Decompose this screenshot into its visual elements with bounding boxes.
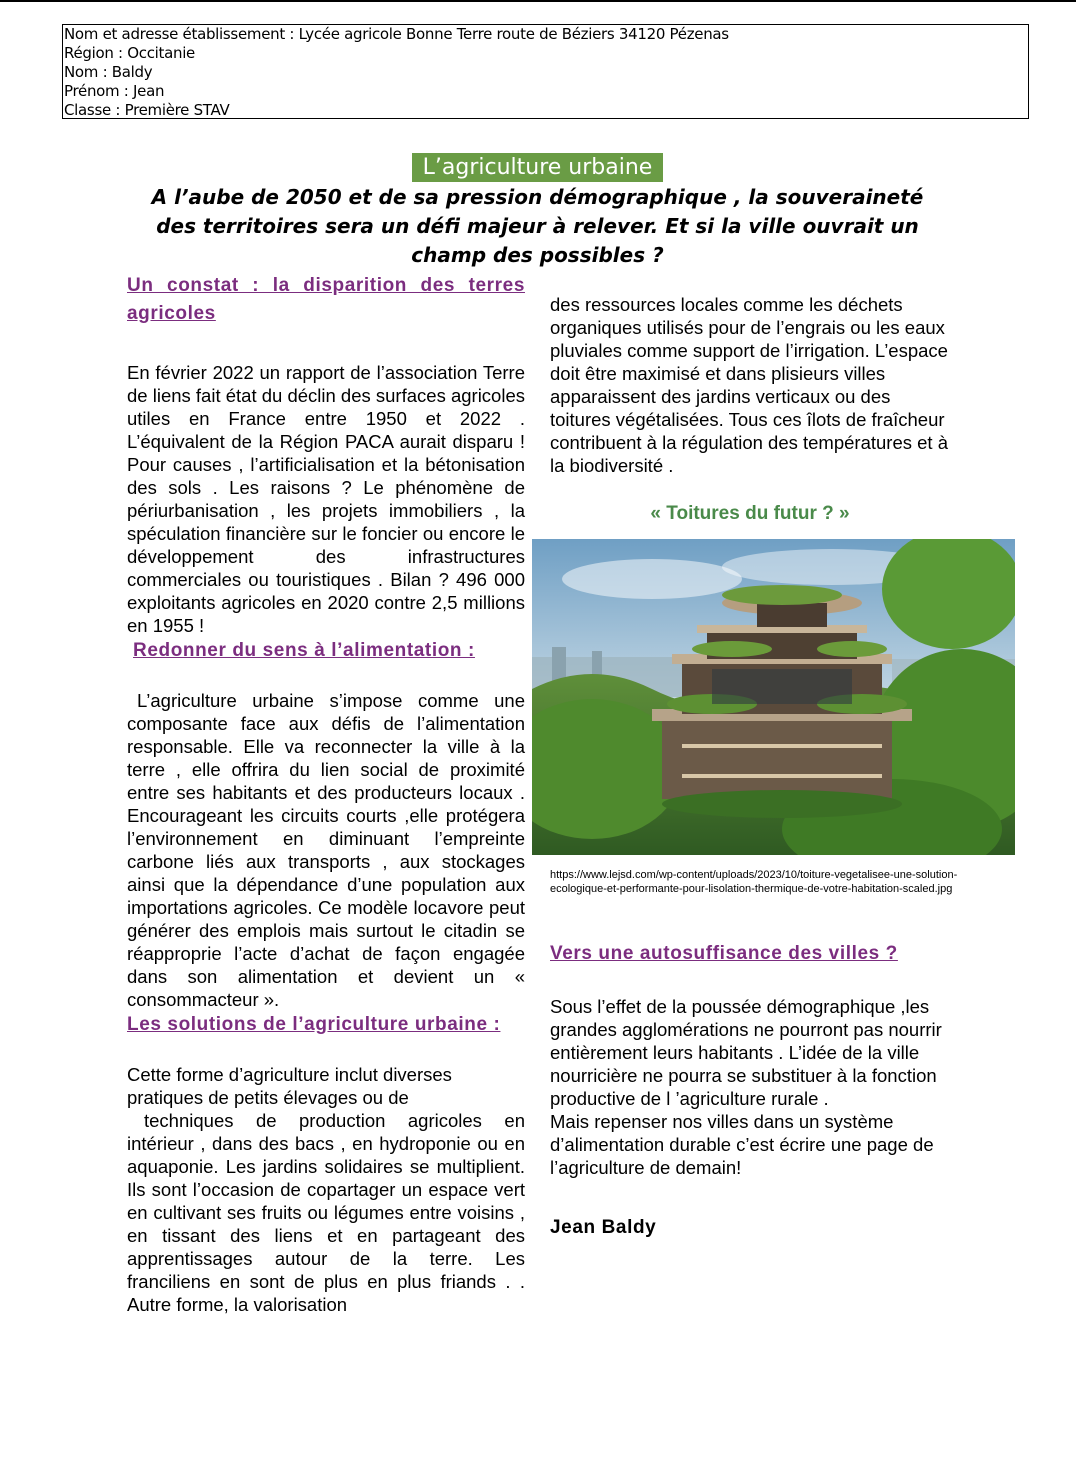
section-text-alimentation: L’agriculture urbaine s’impose comme une composante face aux défis de l’alimentation responsable. Elle va reconnecter la ville à la terre , elle offrira du lien social de proximité entre ses habitants et des producteurs locaux . Encourageant les circuits courts ,elle protégera l’environnement en diminuant l’empreinte carbone liés aux transports , aux stockages ainsi que la dépendance d’une population aux importations agricoles. Ce modèle locavore peut générer des emplois mais surtout le citadin se réapproprie l’acte d’achat de façon engagée dans son alimentation et devient un « consommacteur ». xyxy=(127,690,525,1010)
section-heading-autosuffisance: Vers une autosuffisance des villes ? xyxy=(550,943,898,964)
section-text-autosuffisance-1: Sous l’effet de la poussée démographique ,les grandes agglomérations ne pourront pas nourrir entièrement leurs habitants . L’idée de la ville nourricière ne pourra se substituer à la fonction productive de l ’agriculture rurale . xyxy=(550,996,942,1109)
section-text-constat: En février 2022 un rapport de l’association Terre de liens fait état du déclin des surfaces agricoles utiles en France entre 1950 et 2022 . L’équivalent de la Région PACA aurait disparu ! Pour causes , l’artificialisation et la bétonisation des sols . Les raisons ? Le phénomène de périurbanisation , les projets immobiliers , la spéculation financière sur le foncier ou encore le développement des infrastructures commerciales ou touristiques . Bilan ? 496 000 exploitants agricoles en 2020 contre 2,5 millions en 1955 ! xyxy=(127,362,525,636)
image-caption: https://www.lejsd.com/wp-content/uploads/2023/10/toiture-vegetalisee-une-solution-ecologique-et-performante-pour-lisolation-thermique-de-votre-habitation-scaled.jpg xyxy=(550,869,958,895)
student-info-box xyxy=(62,24,1029,119)
last-name-line: Nom : Baldy xyxy=(64,63,153,81)
section-heading-constat: Un constat : la disparition des terres agricoles xyxy=(127,275,525,324)
left-column xyxy=(127,272,525,1316)
article-lede: A l’aube de 2050 et de sa pression démographique , la souveraineté des territoires sera un défi majeur à relever. Et si la ville ouvrait un champ des possibles ? xyxy=(151,185,924,267)
figure-heading: « Toitures du futur ? » xyxy=(650,503,850,524)
region-line: Région : Occitanie xyxy=(64,44,195,62)
section-text-solutions-1: Cette forme d’agriculture inclut diverses pratiques de petits élevages ou de xyxy=(127,1064,452,1108)
green-roof-photo xyxy=(532,539,1015,855)
section-heading-solutions: Les solutions de l’agriculture urbaine : xyxy=(127,1014,501,1035)
article-title: L’agriculture urbaine xyxy=(412,153,663,182)
author-signature: Jean Baldy xyxy=(550,1217,657,1238)
section-text-solutions-2: techniques de production agricoles en intérieur , dans des bacs , en hydroponie ou en aquaponie. Les jardins solidaires se multiplient. Ils sont l’occasion de copartager un espace vert en cultivant ses fruits ou légumes entre voisins , en tissant des liens et en partageant des apprentissages autour de la terre. Les franciliens en sont de plus en plus friands . . Autre forme, la valorisation xyxy=(127,1110,525,1315)
class-line: Classe : Première STAV xyxy=(64,101,230,119)
first-name-line: Prénom : Jean xyxy=(64,82,165,100)
section-heading-alimentation: Redonner du sens à l’alimentation : xyxy=(133,640,475,661)
section-text-autosuffisance-2: Mais repenser nos villes dans un système d’alimentation durable c’est écrire une page de l’agriculture de demain! xyxy=(550,1111,934,1178)
right-column-lower xyxy=(550,940,970,1240)
right-column xyxy=(550,293,950,526)
section-text-solutions-continued: des ressources locales comme les déchets organiques utilisés pour de l’engrais ou les eaux pluviales comme support de l’irrigation. L’espace doit être maximisé et dans plisieurs villes apparaissent des jardins verticaux ou des toitures végétalisées. Tous ces îlots de fraîcheur contribuent à la régulation des températures et à la biodiversité . xyxy=(550,294,948,476)
school-line: Nom et adresse établissement : Lycée agricole Bonne Terre route de Béziers 34120 Pézenas xyxy=(64,25,729,43)
top-rule xyxy=(0,0,1076,2)
